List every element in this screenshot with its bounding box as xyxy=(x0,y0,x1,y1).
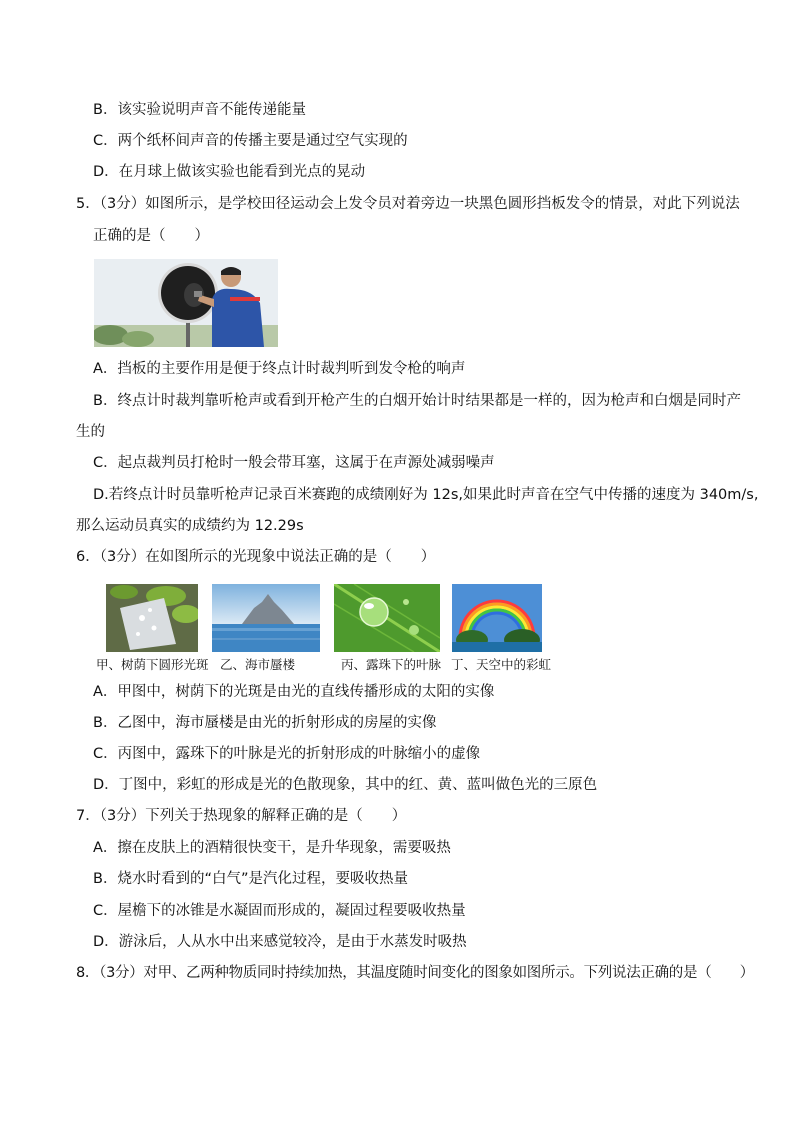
q5-option-b-line2: 生的 xyxy=(76,424,105,440)
dewdrop-photo xyxy=(334,584,440,652)
q7-option-a: A．擦在皮肤上的酒精很快变干，是升华现象，需要吸热 xyxy=(93,840,451,856)
q7-option-b: B．烧水时看到的“白气”是汽化过程，要吸收热量 xyxy=(93,871,408,887)
q5-option-c: C．起点裁判员打枪时一般会带耳塞，这属于在声源处减弱噪声 xyxy=(93,455,495,471)
q6-option-d: D．丁图中，彩虹的形成是光的色散现象，其中的红、黄、蓝叫做色光的三原色 xyxy=(93,777,598,793)
q5-stem-line1: 5．（3分）如图所示，是学校田径运动会上发令员对着旁边一块黑色圆形挡板发令的情景，对此下列说法 xyxy=(76,196,740,212)
mirage-photo xyxy=(212,584,320,652)
q7-option-d: D．游泳后，人从水中出来感觉较冷，是由于水蒸发时吸热 xyxy=(93,934,467,950)
q6-stem: 6．（3分）在如图所示的光现象中说法正确的是（ ） xyxy=(76,549,436,565)
caption-bing: 丙、露珠下的叶脉 xyxy=(341,657,442,672)
q6-option-b: B．乙图中，海市蜃楼是由光的折射形成的房屋的实像 xyxy=(93,715,437,731)
caption-jia: 甲、树荫下圆形光斑 xyxy=(96,657,209,672)
rainbow-photo xyxy=(452,584,542,652)
q7-stem: 7．（3分）下列关于热现象的解释正确的是（ ） xyxy=(76,808,407,824)
q5-option-d-line1: D.若终点计时员靠听枪声记录百米赛跑的成绩刚好为 12s,如果此时声音在空气中传播的速度为 340m/s, xyxy=(93,487,759,503)
q5-option-a: A．挡板的主要作用是便于终点计时裁判听到发令枪的响声 xyxy=(93,361,466,377)
q4-option-d: D．在月球上做该实验也能看到光点的晃动 xyxy=(93,164,366,180)
tree-shade-photo xyxy=(106,584,198,652)
q4-option-c: C．两个纸杯间声音的传播主要是通过空气实现的 xyxy=(93,133,408,149)
q8-stem: 8．（3分）对甲、乙两种物质同时持续加热，其温度随时间变化的图象如图所示。下列说法正确的是（ ） xyxy=(76,965,754,981)
q5-stem-line2: 正确的是（ ） xyxy=(93,228,209,244)
q4-option-b: B．该实验说明声音不能传递能量 xyxy=(93,102,306,118)
q6-option-c: C．丙图中，露珠下的叶脉是光的折射形成的叶脉缩小的虚像 xyxy=(93,746,481,762)
q6-option-a: A．甲图中，树荫下的光斑是由光的直线传播形成的太阳的实像 xyxy=(93,684,495,700)
q7-option-c: C．屋檐下的冰锥是水凝固而形成的，凝固过程要吸收热量 xyxy=(93,903,466,919)
caption-ding: 丁、天空中的彩虹 xyxy=(451,657,552,672)
q5-option-d-line2: 那么运动员真实的成绩约为 12.29s xyxy=(76,518,304,534)
starter-photo xyxy=(94,259,278,347)
caption-yi: 乙、海市蜃楼 xyxy=(220,657,296,672)
q5-option-b-line1: B．终点计时裁判靠听枪声或看到开枪产生的白烟开始计时结果都是一样的，因为枪声和白烟是同时产 xyxy=(93,393,741,409)
